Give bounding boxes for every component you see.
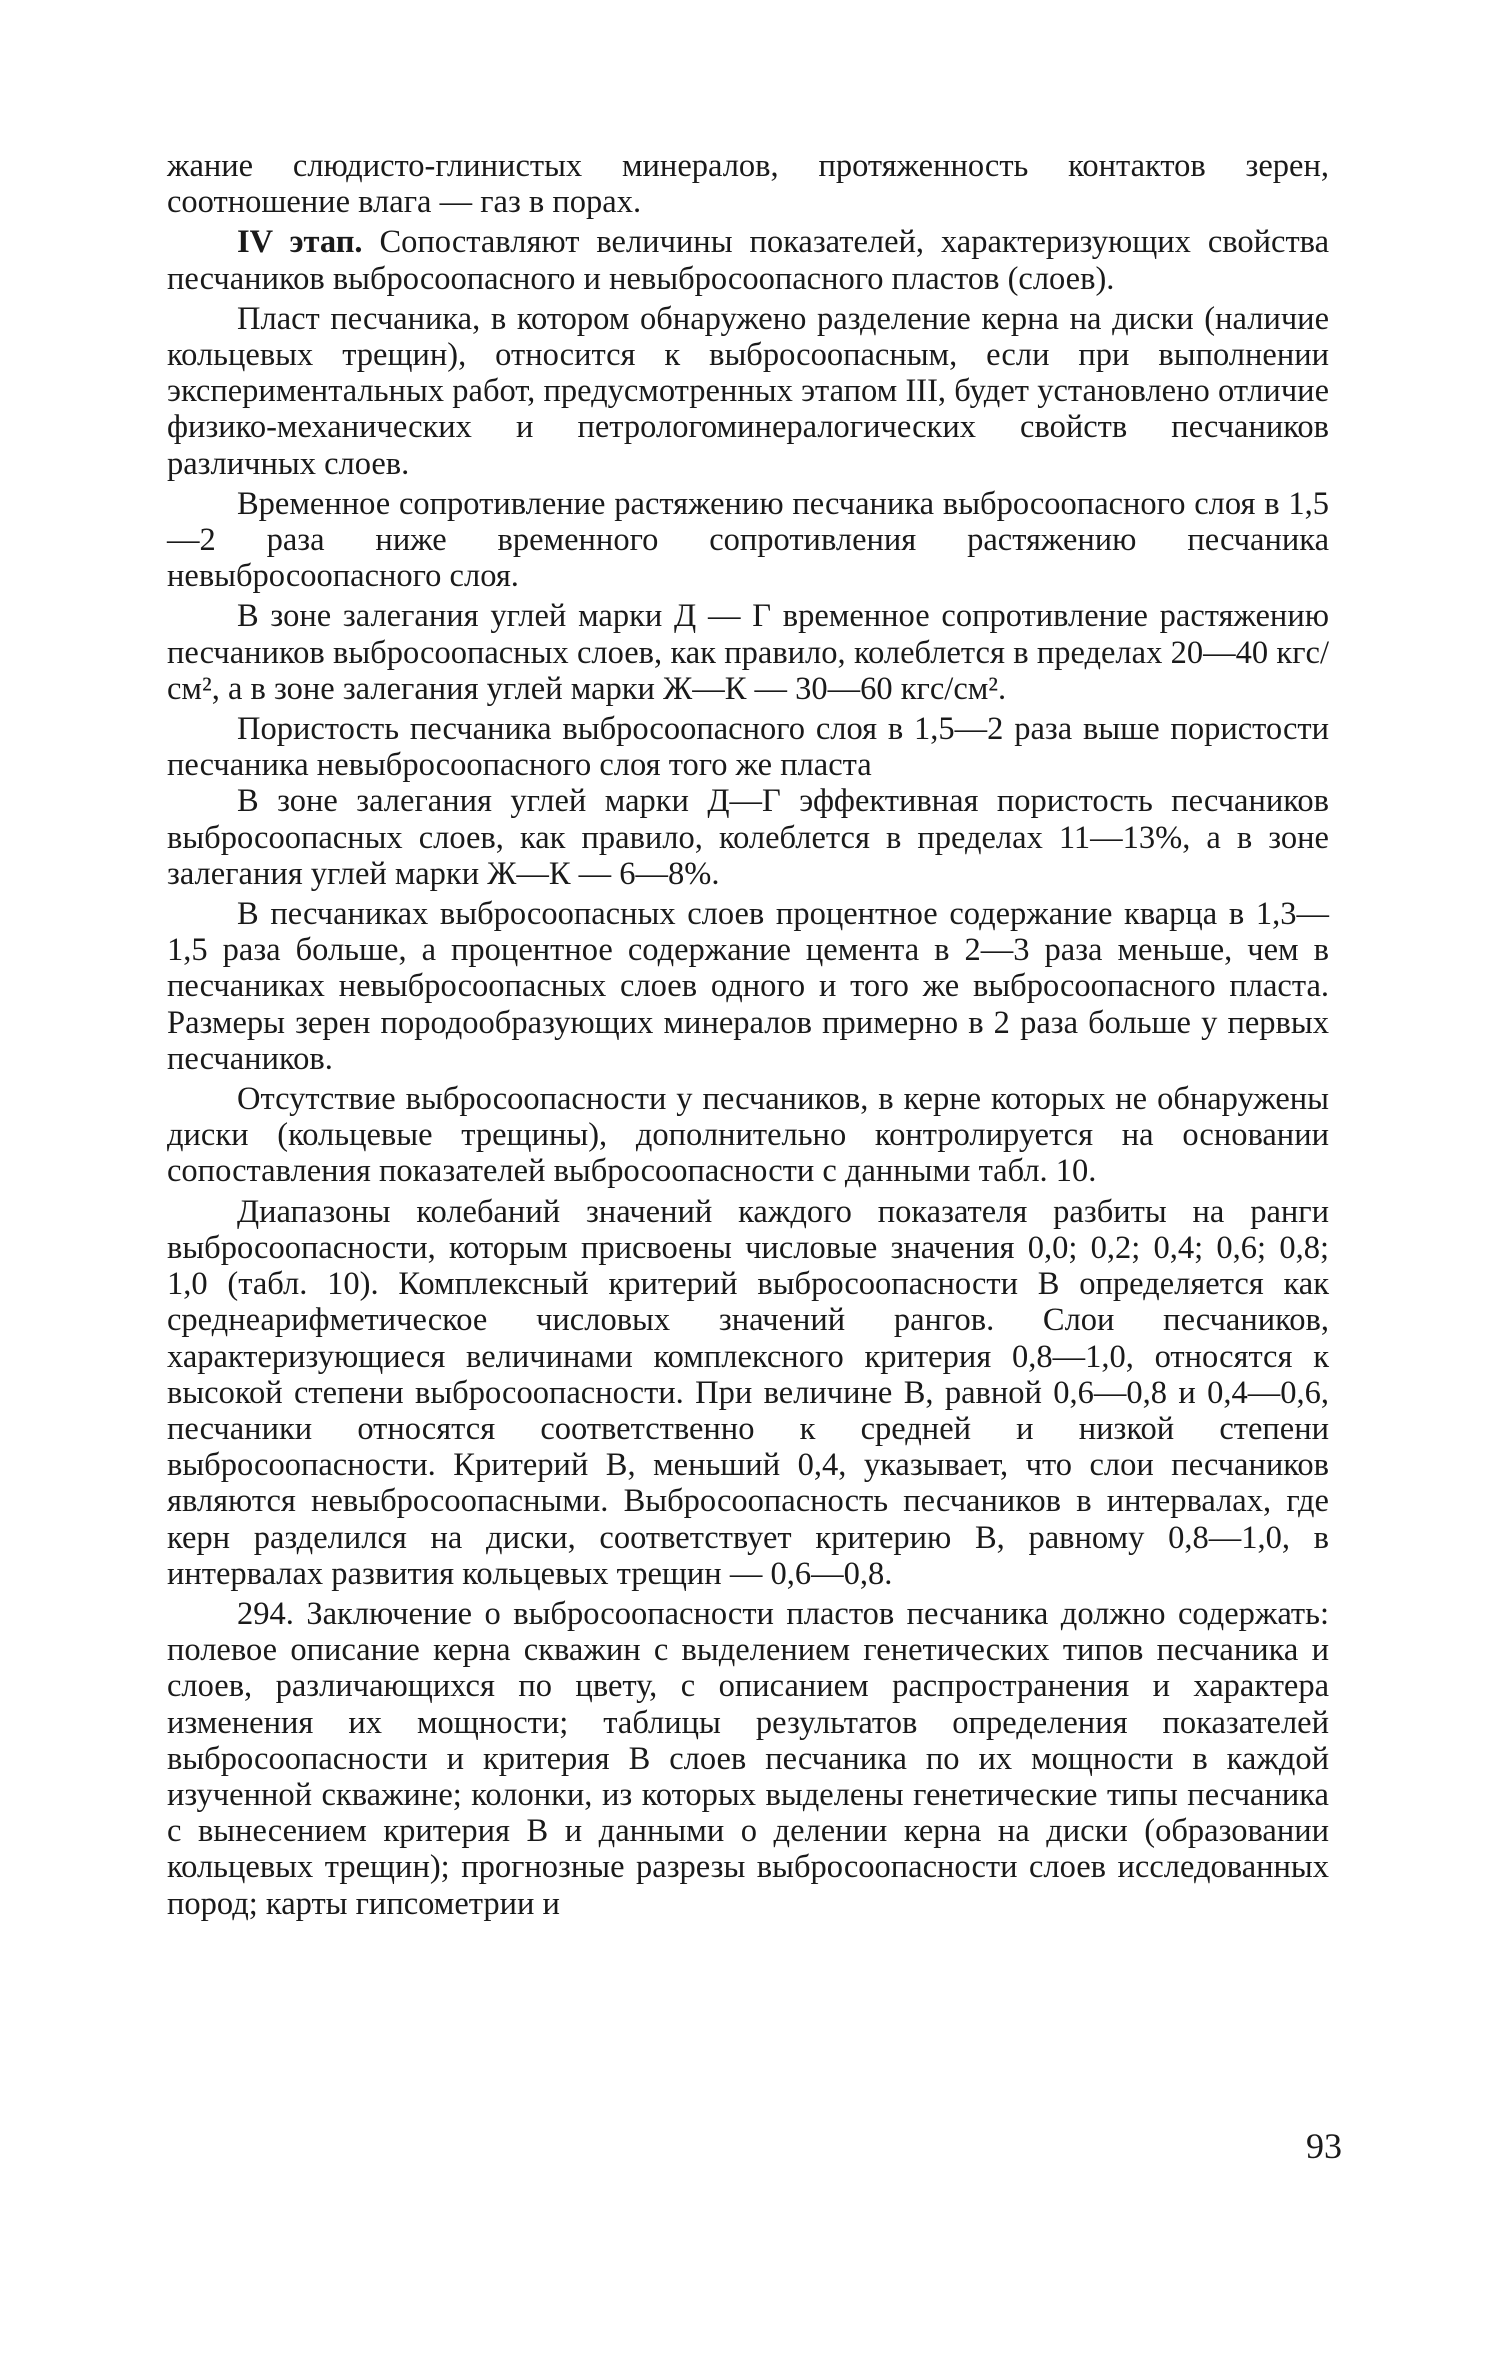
page-number: 93: [1306, 2126, 1342, 2166]
paragraph-no-outburst-control: Отсутствие выбросоопасности у песчаников, в керне которых не обнаружены диски (кольцевые трещины), дополнительно контролируется на основании сопоставления показателей выбросоопасности с данными табл. 10.: [167, 1081, 1329, 1190]
paragraph-continuation: жание слюдисто-глинистых минералов, протяженность контактов зерен, соотношение влага — газ в порах.: [167, 148, 1329, 221]
paragraph-core-discs: Пласт песчаника, в котором обнаружено разделение керна на диски (наличие кольцевых трещин), относится к выбросоопасным, если при выполнении экспериментальных работ, предусмотренных этапом III, будет установлено отличие физико-механических и петрологоминералогических свойств песчаников различных слоев.: [167, 300, 1329, 482]
paragraph-quartz-content: В песчаниках выбросоопасных слоев процентное содержание кварца в 1,3—1,5 раза больше, а процентное содержание цемента в 2—3 раза меньше, чем в песчаниках невыбросоопасных слоев одного и того же выбросоопасного пласта. Размеры зерен породообразующих минералов примерно в 2 раза больше у первых песчаников.: [167, 896, 1329, 1077]
paragraph-effective-porosity: В зоне залегания углей марки Д—Г эффективная пористость песчаников выбросоопасных слоев, как правило, колеблется в пределах 11—13%, а в зоне залегания углей марки Ж—К — 6—8%.: [167, 783, 1329, 892]
paragraph-tensile-strength: Временное сопротивление растяжению песчаника выбросоопасного слоя в 1,5—2 раза ниже временного сопротивления растяжению песчаника невыбросоопасного слоя.: [167, 485, 1329, 595]
paragraph-criterion-ranges: Диапазоны колебаний значений каждого показателя разбиты на ранги выбросоопасности, которым присвоены числовые значения 0,0; 0,2; 0,4; 0,6; 0,8; 1,0 (табл. 10). Комплексный критерий выбросоопасности В определяется как среднеарифметическое числовых значений рангов. Слои песчаников, характеризующиеся величинами комплексного критерия 0,8—1,0, относятся к высокой степени выбросоопасности. При величине В, равной 0,6—0,8 и 0,4—0,6, песчаники относятся соответственно к средней и низкой степени выбросоопасности. Критерий В, меньший 0,4, указывает, что слои песчаников являются невыбросоопасными. Выбросоопасность песчаников в интервалах, где керн разделился на диски, соответствует критерию В, равному 0,8—1,0, в интервалах развития кольцевых трещин — 0,6—0,8.: [167, 1193, 1329, 1592]
paragraph-porosity: Пористость песчаника выбросоопасного слоя в 1,5—2 раза выше пористости песчаника невыбросоопасного слоя того же пласта: [167, 711, 1329, 784]
paragraph-stage-4: IV этап. Сопоставляют величины показателей, характеризующих свойства песчаников выбросоопасного и невыбросоопасного пластов (слоев).: [167, 224, 1329, 297]
body-text: [167, 148, 1329, 1922]
paragraph-coal-zone-strength: В зоне залегания углей марки Д — Г временное сопротивление растяжению песчаников выбросоопасных слоев, как правило, колеблется в пределах 20—40 кгс/см², а в зоне залегания углей марки Ж—К — 30—60 кгс/см².: [167, 598, 1329, 707]
paragraph-294-conclusion: 294. Заключение о выбросоопасности пластов песчаника должно содержать: полевое описание керна скважин с выделением генетических типов песчаника и слоев, различающихся по цвету, с описанием распространения и характера изменения их мощности; таблицы результатов определения показателей выбросоопасности и критерия В слоев песчаника по их мощности в каждой изученной скважине; колонки, из которых выделены генетические типы песчаника с вынесением критерия В и данными о делении керна на диски (образовании кольцевых трещин); прогнозные разрезы выбросоопасности слоев исследованных пород; карты гипсометрии и: [167, 1595, 1329, 1922]
stage-heading: IV этап.: [237, 224, 363, 261]
